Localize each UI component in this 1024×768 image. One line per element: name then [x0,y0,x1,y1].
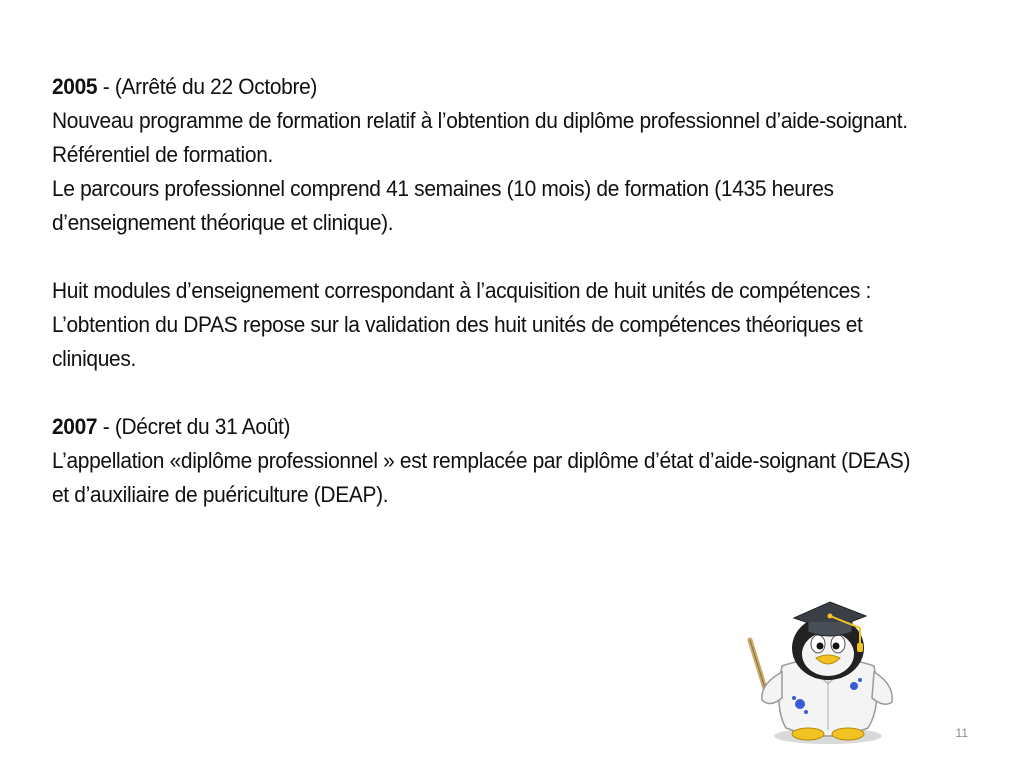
paragraph-referentiel: Référentiel de formation. [52,142,274,167]
spacer [52,376,917,410]
year-2007: 2007 [52,414,98,439]
heading-2007-detail: - (Décret du 31 Août) [97,414,291,439]
paragraph-modules: Huit modules d’enseignement correspondant à l’acquisition de huit unités de compétences : [52,278,872,303]
paragraph-parcours: Le parcours professionnel comprend 41 semaines (10 mois) de formation (1435 heures d’enseignement théorique et clinique). [52,176,834,235]
paragraph-dpas: L’obtention du DPAS repose sur la validation des huit unités de compétences théoriques et cliniques. [52,312,863,371]
heading-2005 [52,70,917,104]
paragraph-appellation: L’appellation «diplôme professionnel » est remplacée par diplôme d’état d’aide-soignant (DEAS) et d’auxiliaire de puériculture (DEAP). [52,448,911,507]
heading-2005-detail: - (Arrêté du 22 Octobre) [97,74,318,99]
graduate-penguin-icon [742,588,902,748]
page-number: 11 [955,726,968,740]
spacer [52,240,917,274]
slide-body [52,70,917,512]
year-2005: 2005 [52,74,98,99]
heading-2007 [52,410,917,444]
paragraph-programme: Nouveau programme de formation relatif à l’obtention du diplôme professionnel d’aide-soignant. [52,108,908,133]
